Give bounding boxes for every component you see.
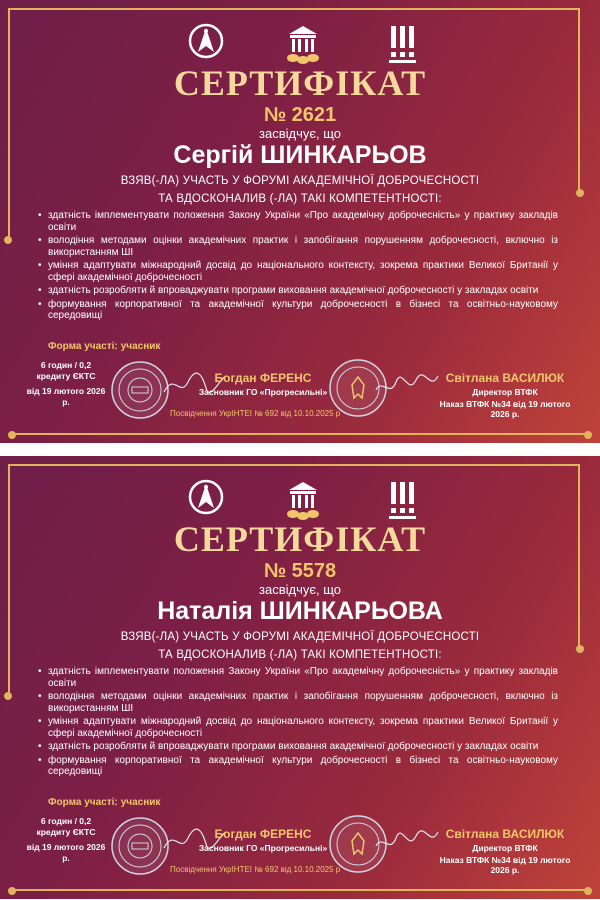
list-item: • здатність розробляти й впроваджувати програми виховання академічної доброчесності у закладах освіти [38,741,558,753]
recipient-name: Сергій ШИНКАРЬОВ [173,141,427,169]
signer-role: Директор ВТФК [472,387,538,397]
frame-dot [4,692,12,700]
signer-name: Богдан ФЕРЕНС [214,371,312,385]
list-item: • володіння методами оцінки академічних практик і запобігання порушенням доброчесності, включно із використанням ШІ [38,691,558,714]
competencies-list [38,210,558,324]
hours-block [26,816,106,864]
frame-dot [8,431,16,439]
signer-founder [198,371,328,397]
list-item: • уміння адаптувати міжнародний досвід до національного контексту, зокрема практики Великої Британії у сфері академічної доброчесності [38,260,558,283]
list-item: • здатність імплементувати положення Закону України «Про академічну доброчесність» у практику закладів освіти [38,210,558,233]
certifies-text: засвідчує, що [259,126,341,141]
list-item: • формування корпоративної та академічної культури доброчесності в бізнесі та освітньо-науковому середовищі [38,299,558,322]
frame-line [12,433,588,435]
signer-founder [198,827,328,853]
certificate-number: № 5578 [263,560,337,582]
temple-coins-logo-icon [283,22,323,66]
certificate-card [0,456,600,899]
frame-line [8,464,580,466]
signer-role: Директор ВТФК [472,843,538,853]
accreditation-text: Посвідчення УкрІНТЕІ № 692 від 10.10.2025 р [170,409,341,418]
signer-director [430,371,580,419]
form-label: Форма участі: [48,797,118,808]
certificate-title: СЕРТИФІКАТ [173,519,427,559]
signer-order: Наказ ВТФК №34 від 19 лютого 2026 р. [439,855,571,875]
list-item: • формування корпоративної та академічної культури доброчесності в бізнесі та освітньо-науковому середовищі [38,755,558,778]
accreditation-text: Посвідчення УкрІНТЕІ № 692 від 10.10.2025 р [170,865,341,874]
competencies-heading: ТА ВДОСКОНАЛИВ (-ЛА) ТАКІ КОМПЕТЕНТНОСТІ: [158,649,442,661]
signer-name: Богдан ФЕРЕНС [214,827,312,841]
hours-block [26,360,106,408]
academy-logo-icon [187,22,225,66]
certificate-card [0,0,600,443]
list-item: • здатність розробляти й впроваджувати програми виховання академічної доброчесності у закладах освіти [38,285,558,297]
issue-date: від 19 лютого 2026 р. [26,842,106,863]
signer-name: Світлана ВАСИЛЮК [445,371,565,385]
academy-logo-icon [187,478,225,522]
credits-text: кредиту ЄКТС [36,827,96,837]
frame-dot [584,887,592,895]
credits-text: кредиту ЄКТС [36,371,96,381]
competencies-heading: ТА ВДОСКОНАЛИВ (-ЛА) ТАКІ КОМПЕТЕНТНОСТІ: [158,193,442,205]
hours-text: 6 годин / 0,2 [40,816,92,826]
signer-role: Засновник ГО «Прогресильні» [198,843,328,853]
participation-statement: ВЗЯВ(-ЛА) УЧАСТЬ У ФОРУМІ АКАДЕМІЧНОЇ ДОБРОЧЕСНОСТІ [120,175,480,187]
frame-dot [8,887,16,895]
certifies-text: засвідчує, що [259,582,341,597]
participation-statement: ВЗЯВ(-ЛА) УЧАСТЬ У ФОРУМІ АКАДЕМІЧНОЇ ДОБРОЧЕСНОСТІ [120,631,480,643]
list-item: • уміння адаптувати міжнародний досвід до національного контексту, зокрема практики Великої Британії у сфері академічної доброчесності [38,716,558,739]
recipient-name: Наталія ШИНКАРЬОВА [157,597,443,625]
competencies-list [38,666,558,780]
certificate-title: СЕРТИФІКАТ [173,63,427,103]
list-item: • володіння методами оцінки академічних практик і запобігання порушенням доброчесності, включно із використанням ШІ [38,235,558,258]
form-value: учасник [120,341,161,352]
hours-text: 6 годин / 0,2 [40,360,92,370]
signer-director [430,827,580,875]
list-item: • здатність імплементувати положення Закону України «Про академічну доброчесність» у практику закладів освіти [38,666,558,689]
frame-line [8,8,580,10]
exclamation-logo-icon [388,22,418,66]
signer-role: Засновник ГО «Прогресильні» [198,387,328,397]
frame-line [12,889,588,891]
temple-coins-logo-icon [283,478,323,522]
signer-order: Наказ ВТФК №34 від 19 лютого 2026 р. [439,399,571,419]
signer-name: Світлана ВАСИЛЮК [445,827,565,841]
certificate-number: № 2621 [263,104,337,126]
frame-dot [4,236,12,244]
form-label: Форма участі: [48,341,118,352]
issue-date: від 19 лютого 2026 р. [26,386,106,407]
frame-dot [584,431,592,439]
participation-form [48,341,160,352]
participation-form [48,797,160,808]
form-value: учасник [120,797,161,808]
exclamation-logo-icon [388,478,418,522]
